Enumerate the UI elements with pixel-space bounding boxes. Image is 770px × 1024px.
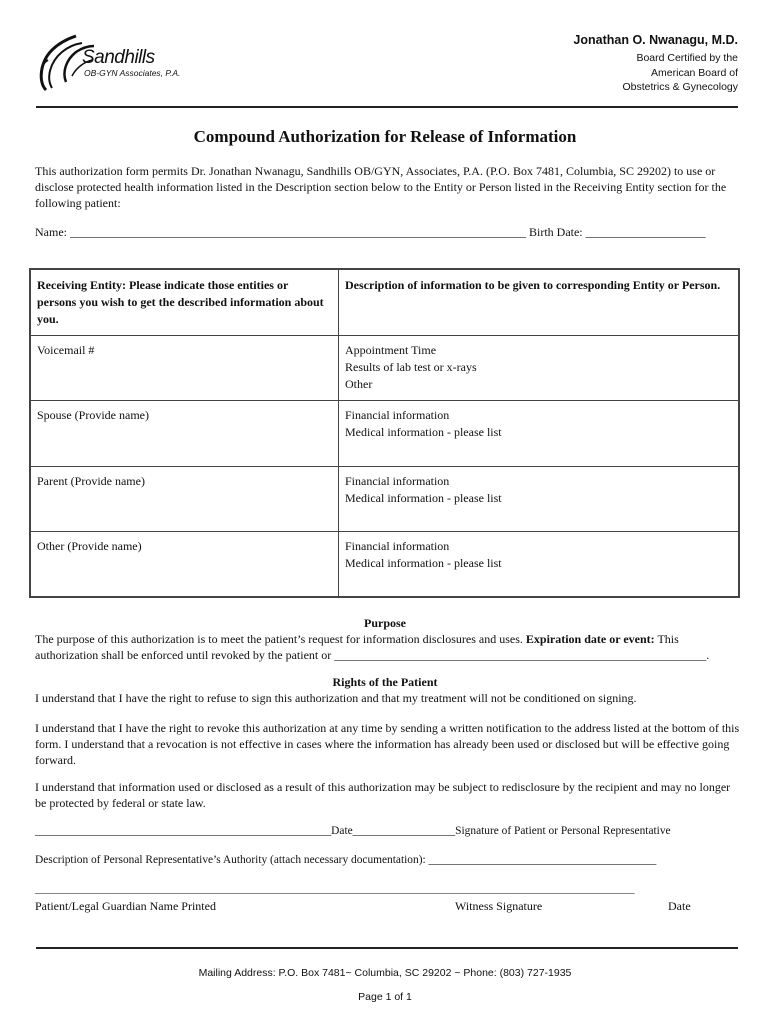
- logo-name: Sandhills: [82, 47, 155, 68]
- info-item: Financial information: [345, 408, 450, 422]
- table-row-parent-info[interactable]: [345, 473, 725, 507]
- name-birthdate-field[interactable]: Name: ____________________________________________________________________________ Birth Date: ____________________: [35, 225, 706, 239]
- rights-heading: Rights of the Patient: [332, 675, 438, 689]
- table-row-other[interactable]: Other (Provide name): [37, 539, 142, 553]
- purpose-text-continued[interactable]: This authorization shall be enforced until revoked by the patient or ______________________________________________________________.: [35, 632, 710, 662]
- mailing-address: Mailing Address: P.O. Box 7481~ Columbia, SC 29202 ~ Phone: (803) 727-1935: [198, 967, 572, 979]
- table-row-spouse[interactable]: Spouse (Provide name): [37, 408, 149, 422]
- table-row-voicemail-info[interactable]: [345, 342, 725, 393]
- logo-subtitle: OB-GYN Associates, P.A.: [84, 68, 181, 78]
- rights-paragraph-3: I understand that information used or disclosed as a result of this authorization may be subject to redisclosure by the recipient and may no longer be protected by federal or state law.: [35, 780, 731, 810]
- cert-line-3: Obstetrics & Gynecology: [622, 81, 738, 93]
- purpose-paragraph: [35, 631, 740, 663]
- intro-paragraph: This authorization form permits Dr. Jonathan Nwanagu, Sandhills OB/GYN, Associates, P.A. (P.O. Box 7481, Columbia, SC 29202) to use or disclose protected health information listed in the Description section below to the Entity or Person listed in the Receiving Entity section for the following patient:: [35, 164, 727, 210]
- doctor-name: Jonathan O. Nwanagu, M.D.: [573, 33, 738, 47]
- info-item: Results of lab test or x-rays: [345, 360, 477, 374]
- table-row-other-info[interactable]: [345, 538, 725, 572]
- guardian-witness-signature-line[interactable]: _____________________________________________________________________________________________________________: [35, 883, 635, 895]
- purpose-text: The purpose of this authorization is to meet the patient’s request for information disclosures and uses.: [35, 632, 526, 646]
- authorization-table: [29, 268, 740, 598]
- page-number: Page 1 of 1: [358, 991, 412, 1003]
- purpose-heading: Purpose: [364, 616, 406, 630]
- table-column-divider: [338, 270, 339, 596]
- info-item: Medical information - please list: [345, 556, 502, 570]
- info-item: Appointment Time: [345, 343, 437, 357]
- expiration-label: Expiration date or event:: [525, 632, 655, 646]
- cert-line-2: American Board of: [651, 66, 738, 79]
- cert-line-1: Board Certified by the: [636, 52, 738, 64]
- patient-signature-line[interactable]: ____________________________________________________Date__________________Signature of Patient or Personal Representative: [35, 825, 671, 837]
- label-guardian-name: Patient/Legal Guardian Name Printed: [35, 899, 216, 913]
- info-item: Other: [345, 377, 373, 391]
- table-row-divider: [31, 466, 738, 467]
- footer-divider: [36, 947, 738, 949]
- table-row-voicemail[interactable]: Voicemail #: [37, 343, 95, 357]
- label-date: Date: [668, 899, 691, 913]
- table-row-spouse-info[interactable]: [345, 407, 725, 441]
- rights-paragraph-2: I understand that I have the right to revoke this authorization at any time by sending a written notification to the address listed at the bottom of this form. I understand that a revocation is not effective in cases where the information has already been used or disclosed but will be effective going forward.: [35, 721, 740, 767]
- label-witness-signature: Witness Signature: [455, 899, 543, 913]
- certification: [622, 51, 738, 95]
- table-row-divider: [31, 531, 738, 532]
- table-row-parent[interactable]: Parent (Provide name): [37, 474, 145, 488]
- info-item: Financial information: [345, 539, 450, 553]
- table-header-description: Description of information to be given to corresponding Entity or Person.: [345, 278, 721, 292]
- info-item: Medical information - please list: [345, 425, 502, 439]
- representative-authority-line[interactable]: Description of Personal Representative’s Authority (attach necessary documentation): ________________________________________: [35, 854, 657, 866]
- header-divider: [36, 106, 738, 108]
- table-row-divider: [31, 400, 738, 401]
- rights-paragraph-1: I understand that I have the right to refuse to sign this authorization and that my treatment will not be conditioned on signing.: [35, 691, 637, 705]
- document-title: Compound Authorization for Release of Information: [193, 127, 577, 146]
- table-header-receiving-entity: Receiving Entity: Please indicate those entities or persons you wish to get the described information about you.: [37, 278, 324, 326]
- info-item: Financial information: [345, 474, 450, 488]
- table-row-divider: [31, 335, 738, 336]
- info-item: Medical information - please list: [345, 491, 502, 505]
